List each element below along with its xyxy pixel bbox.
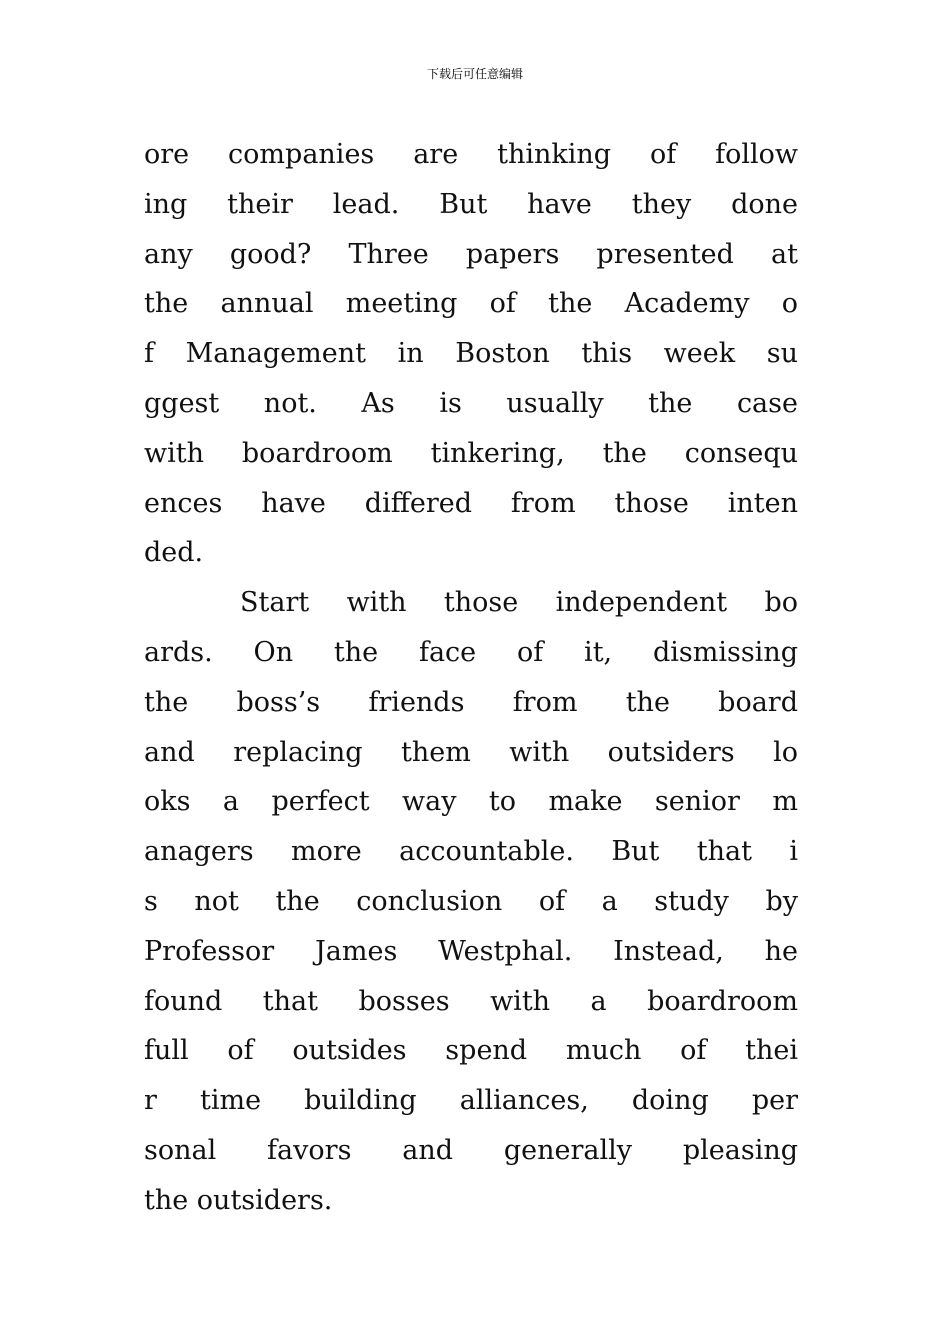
text-line: r time building alliances, doing per xyxy=(144,1085,798,1117)
text-line: ing their lead. But have they done xyxy=(144,188,798,220)
text-line: ards. On the face of it, dismissing xyxy=(144,636,798,668)
paragraph-first-line: Start with those independent bo xyxy=(240,587,798,619)
text-line: oks a perfect way to make senior m xyxy=(144,786,798,818)
text-line: any good? Three papers presented at xyxy=(144,238,798,270)
text-line: found that bosses with a boardroom xyxy=(144,985,798,1017)
text-line: ded. xyxy=(144,537,204,569)
text-line: anagers more accountable. But that i xyxy=(144,836,798,868)
text-line: f Management in Boston this week su xyxy=(144,338,798,370)
text-line: and replacing them with outsiders lo xyxy=(144,736,798,768)
text-line: ences have differed from those inten xyxy=(144,487,798,519)
text-line: the boss’s friends from the board xyxy=(144,686,798,718)
article-body xyxy=(144,130,798,1226)
page-header: 下载后可任意编辑 xyxy=(426,67,523,81)
text-line: sonal favors and generally pleasing xyxy=(144,1134,798,1166)
text-line: the outsiders. xyxy=(144,1184,333,1216)
text-line: ore companies are thinking of follow xyxy=(144,139,798,170)
text-line: full of outsides spend much of thei xyxy=(144,1035,798,1067)
text-line: ggest not. As is usually the case xyxy=(144,387,798,419)
text-line: with boardroom tinkering, the consequ xyxy=(144,437,798,469)
text-line: s not the conclusion of a study by xyxy=(144,885,798,917)
text-line: the annual meeting of the Academy o xyxy=(144,288,798,320)
text-line: Professor James Westphal. Instead, he xyxy=(144,935,798,967)
